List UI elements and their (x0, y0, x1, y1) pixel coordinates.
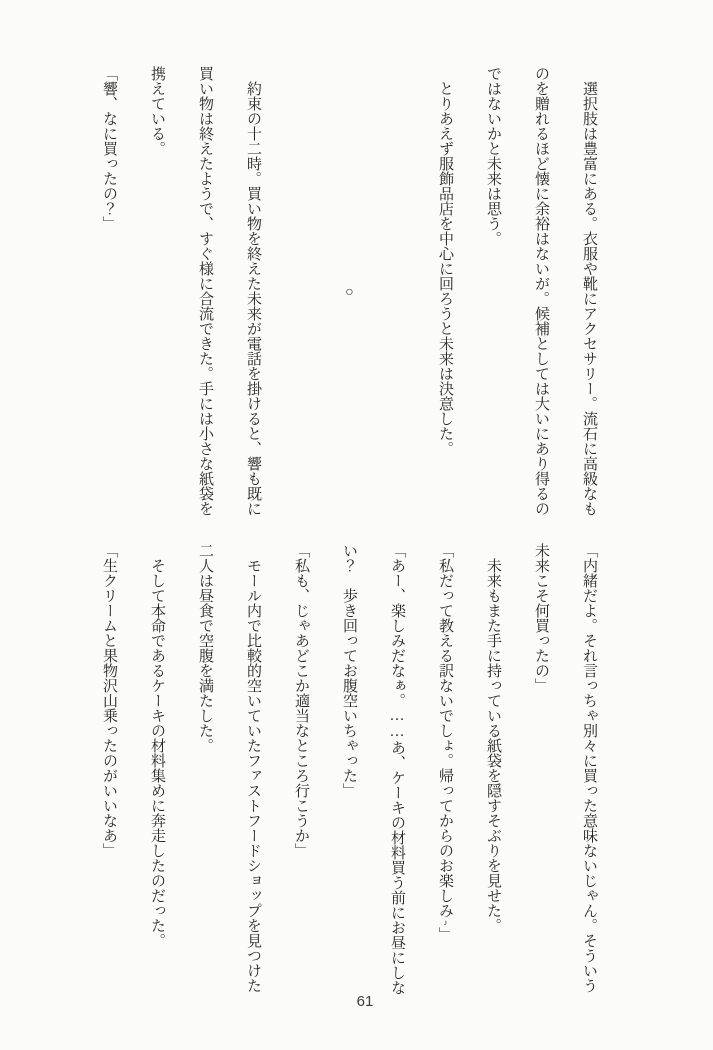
text-section-top (85, 66, 613, 518)
paragraph-dialogue: 「私だって教える訳ないでしょ。帰ってからのお楽しみ♪」 (437, 543, 453, 942)
paragraph-narrative: そして本命であるケーキの材料集めに奔走したのだった。 (149, 558, 165, 948)
section-separator: ○ (342, 284, 357, 300)
paragraph-narrative: とりあえず服飾品店を中心に回ろうと未来は決意した。 (437, 81, 453, 456)
paragraph-dialogue: 「あー、楽しみだなぁ。……あ、ケーキの材料買う前にお昼にしない？ 歩き回ってお腹空いちゃった」 (341, 543, 405, 995)
paragraph-narrative: 選択肢は豊富にある。衣服や靴にアクセサリー。流石に高級なものを贈れるほど懐に余裕はないが。候補としては大いにあり得るのではないかと未来は思う。 (485, 66, 597, 516)
paragraph-dialogue: 「生クリームと果物沢山乗ったのがいいなあ」 (101, 543, 117, 858)
page-number: 61 (356, 993, 374, 1010)
text-section-bottom (85, 543, 613, 995)
paragraph-dialogue: 「私も、じゃあどこか適当なところ行こうか」 (293, 543, 309, 858)
paragraph-narrative: 未来もまた手に持っている紙袋を隠すそぶりを見せた。 (485, 558, 501, 933)
paragraph-dialogue: 「内緒だよ。それ言っちゃ別々に買った意味ないじゃん。そういう未来こそ何買ったの」 (533, 543, 597, 993)
paragraph-narrative: 約束の十二時。買い物を終えた未来が電話を掛けると、響も既に買い物は終えたようで、すぐ様に合流できた。手には小さな紙袋を携えている。 (149, 66, 261, 516)
paragraph-dialogue: 「響、なに買ったの？」 (101, 66, 117, 231)
paragraph-narrative: モール内で比較的空いていたファストフードショップを見つけた二人は昼食で空腹を満たした。 (197, 543, 261, 993)
music-note-mark: ♪ (441, 918, 450, 927)
